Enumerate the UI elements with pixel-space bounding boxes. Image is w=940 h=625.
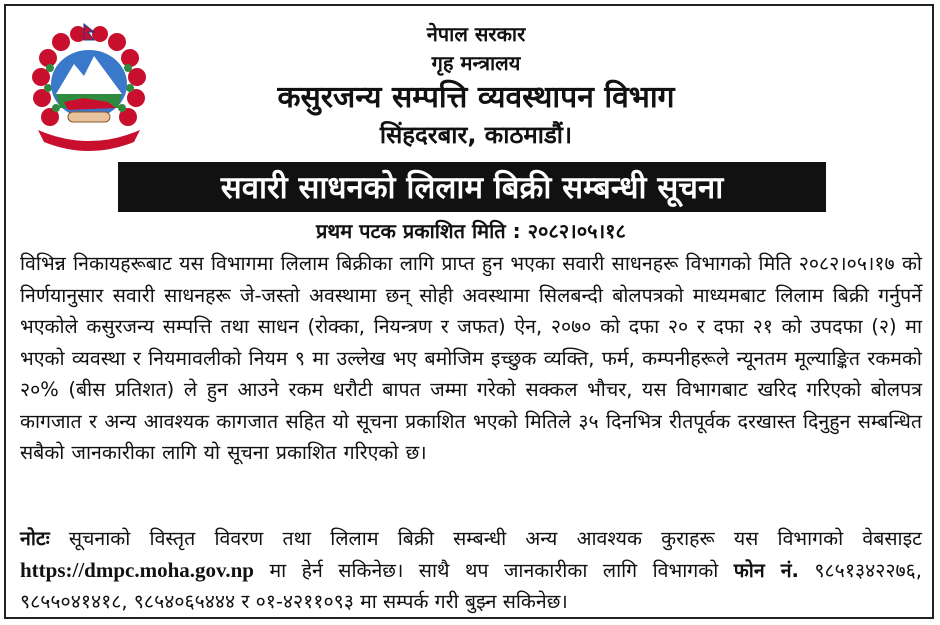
note-label: नोटः bbox=[20, 527, 50, 550]
nepal-government-emblem-icon bbox=[28, 22, 150, 152]
letterhead bbox=[156, 20, 796, 152]
note-text-1: सूचनाको विस्तृत विवरण तथा लिलाम बिक्री सम्बन्धी अन्य आवश्यक कुराहरू यस विभागको वेबसाइट bbox=[68, 527, 923, 550]
department-name: कसुरजन्य सम्पत्ति व्यवस्थापन विभाग bbox=[277, 80, 675, 115]
phone-numbers: ९८५१३४२२७६, ९८५५०४१४१८, ९८५४०६५४४४ र ०१-४२११०९३ bbox=[20, 558, 923, 613]
note-paragraph bbox=[20, 523, 922, 618]
office-location: सिंहदरबार, काठमाडौं। bbox=[379, 121, 573, 149]
note-text-3: मा सम्पर्क गरी बुझ्न सकिनेछ। bbox=[360, 590, 568, 613]
notice-frame bbox=[4, 4, 934, 619]
ministry-name: गृह मन्त्रालय bbox=[431, 51, 521, 75]
government-name: नेपाल सरकार bbox=[426, 22, 526, 46]
note-text-2: मा हेर्न सकिनेछ। साथै थप जानकारीका लागि विभागको bbox=[269, 558, 719, 582]
notice-body: विभिन्न निकायहरूबाट यस विभागमा लिलाम बिक्रीका लागि प्राप्त हुन भएका सवारी साधनहरू विभागको मिति २०८२।०५।१७ को निर्णयानुसार सवारी साधनहरू जे-जस्तो अवस्थामा छन् सोही अवस्थामा सिलबन्दी बोलपत्रको माध्यमबाट लिलाम बिक्री गर्नुपर्ने भएकोले कसुरजन्य सम्पत्ति तथा साधन (रोक्का, नियन्त्रण र जफत) ऐन, २०७० को दफा २० र दफा २१ को उपदफा (२) मा भएको व्यवस्था र नियमावलीको नियम ९ मा उल्लेख भए बमोजिम इच्छुक व्यक्ति, फर्म, कम्पनीहरूले न्यूनतम मूल्याङ्कित रकमको २०% (बीस प्रतिशत) ले हुन आउने रकम धरौटी बापत जम्मा गरेको सक्कल भौचर, यस विभागबाट खरिद गरिएको बोलपत्र कागजात र अन्य आवश्यक कागजात सहित यो सूचना प्रकाशित भएको मितिले ३५ दिनभित्र रीतपूर्वक दरखास्त दिनुहुन सम्बन्धित सबैको जानकारीका लागि यो सूचना प्रकाशित गरिएको छ। bbox=[20, 252, 922, 464]
website-link[interactable]: https://dmpc.moha.gov.np bbox=[20, 557, 254, 582]
notice-title: सवारी साधनको लिलाम बिक्री सम्बन्धी सूचना bbox=[118, 162, 826, 212]
phone-label: फोन नं. bbox=[733, 558, 799, 582]
published-date: प्रथम पटक प्रकाशित मिति : २०८२।०५।१८ bbox=[316, 219, 626, 243]
